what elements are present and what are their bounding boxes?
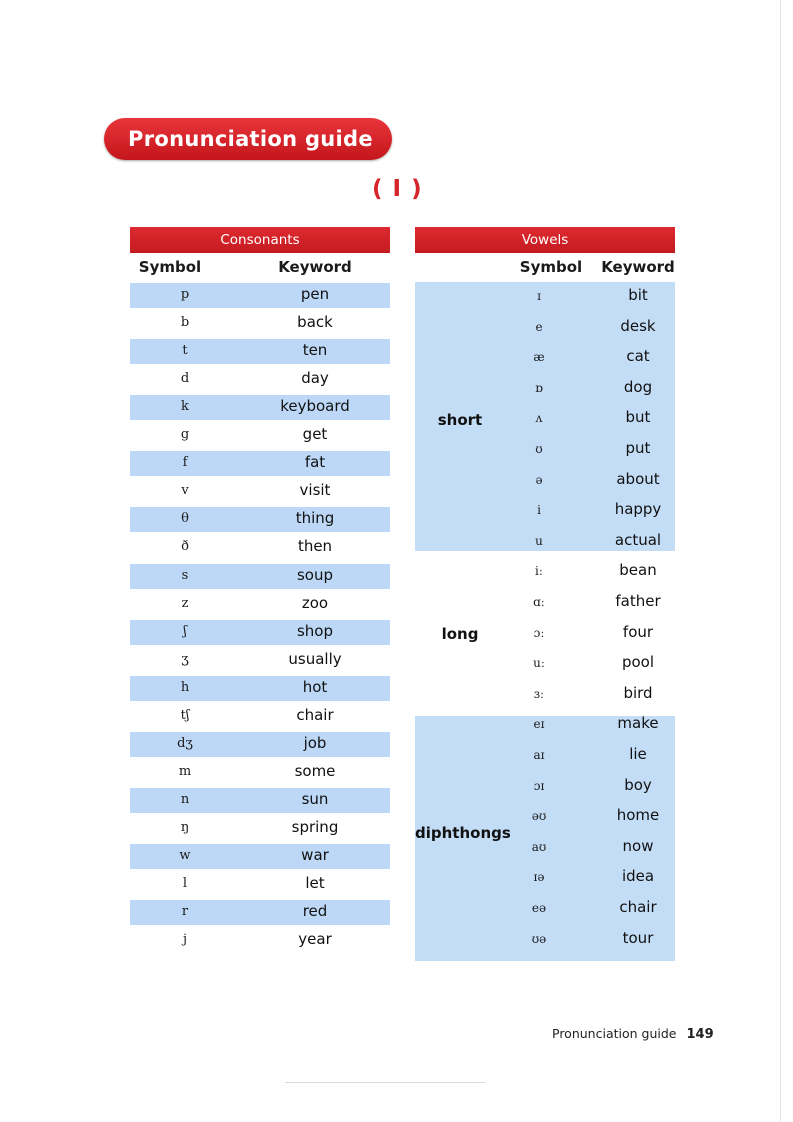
vowel-keyword: idea bbox=[621, 867, 655, 886]
consonant-keyword: red bbox=[302, 902, 328, 921]
title-banner bbox=[104, 118, 392, 160]
vowel-symbol: aʊ bbox=[531, 839, 547, 854]
consonant-keyword: pen bbox=[300, 285, 330, 303]
consonant-symbol: z bbox=[181, 595, 189, 611]
vowel-symbol: u bbox=[535, 533, 543, 548]
vowel-symbol: eə bbox=[531, 901, 547, 915]
vowel-keyword: bean bbox=[619, 561, 657, 580]
vowel-symbol: iː bbox=[535, 564, 543, 579]
consonant-symbol: s bbox=[181, 567, 189, 583]
consonant-keyword: thing bbox=[295, 509, 335, 528]
consonant-symbol: w bbox=[179, 848, 191, 863]
consonant-keyword: some bbox=[294, 761, 336, 780]
footer-label: Pronunciation guide bbox=[552, 1026, 677, 1041]
vowels-keyword-col: Keyword bbox=[601, 258, 675, 276]
vowel-keyword: desk bbox=[620, 316, 656, 335]
consonant-symbol: d bbox=[180, 371, 190, 387]
vowel-keyword: actual bbox=[614, 530, 662, 549]
consonant-symbol: p bbox=[180, 287, 190, 302]
vowel-keyword: home bbox=[616, 806, 660, 825]
vowel-keyword: boy bbox=[624, 775, 652, 794]
consonants-symbol-col: Symbol bbox=[138, 258, 202, 276]
consonant-keyword: then bbox=[297, 537, 333, 556]
vowel-symbol: e bbox=[535, 319, 543, 334]
consonant-keyword: fat bbox=[304, 453, 326, 472]
vowel-keyword: chair bbox=[619, 898, 657, 916]
consonant-keyword: back bbox=[297, 313, 333, 332]
vowel-symbol: ɜː bbox=[533, 686, 545, 701]
consonants-keyword-col: Keyword bbox=[278, 258, 352, 276]
consonant-symbol: f bbox=[182, 455, 188, 471]
consonant-keyword: visit bbox=[299, 481, 331, 500]
vowels-header: Vowels bbox=[415, 227, 675, 253]
vowel-keyword: bit bbox=[628, 286, 648, 304]
consonant-keyword: sun bbox=[301, 789, 329, 808]
vowel-symbol: əʊ bbox=[531, 809, 547, 824]
scan-line bbox=[285, 1082, 485, 1083]
vowel-keyword: lie bbox=[629, 745, 647, 763]
vowel-symbol: ʊ bbox=[535, 442, 543, 456]
vowel-keyword: make bbox=[617, 714, 659, 733]
vowel-symbol: ɔɪ bbox=[533, 778, 545, 793]
consonant-keyword: job bbox=[303, 733, 327, 752]
consonant-symbol: v bbox=[181, 483, 189, 499]
vowel-keyword: four bbox=[622, 622, 654, 641]
consonant-keyword: year bbox=[298, 930, 332, 949]
vowel-symbol: ɑː bbox=[533, 595, 545, 609]
unit-label: ( I ) bbox=[372, 176, 423, 202]
vowel-keyword: but bbox=[625, 408, 651, 427]
vowel-symbol: ʊə bbox=[531, 931, 547, 946]
page-footer bbox=[552, 1026, 714, 1042]
consonant-keyword: hot bbox=[302, 677, 328, 696]
vowel-keyword: bird bbox=[623, 683, 653, 702]
vowel-symbol: æ bbox=[533, 350, 545, 365]
consonant-symbol: θ bbox=[181, 511, 189, 527]
vowel-keyword: dog bbox=[623, 377, 653, 396]
consonant-symbol: dʒ bbox=[177, 735, 193, 751]
consonant-keyword: war bbox=[301, 846, 329, 864]
consonant-keyword: let bbox=[305, 874, 325, 893]
consonant-symbol: t bbox=[182, 343, 188, 359]
consonant-keyword: usually bbox=[288, 649, 342, 668]
vowels-symbol-col: Symbol bbox=[519, 258, 583, 276]
consonant-keyword: keyboard bbox=[280, 397, 350, 416]
consonant-keyword: shop bbox=[296, 621, 334, 640]
consonant-symbol: tʃ bbox=[180, 707, 190, 723]
vowel-symbol: ɪə bbox=[533, 870, 545, 885]
page-title: Pronunciation guide bbox=[128, 127, 373, 151]
consonant-keyword: chair bbox=[296, 705, 334, 724]
vowel-keyword: about bbox=[616, 469, 660, 488]
consonant-keyword: day bbox=[301, 369, 329, 388]
consonant-keyword: zoo bbox=[301, 593, 329, 612]
page-edge-line bbox=[780, 0, 781, 1122]
vowel-symbol: eɪ bbox=[533, 717, 545, 732]
vowel-keyword: put bbox=[625, 439, 651, 457]
consonants-header: Consonants bbox=[130, 227, 390, 253]
consonant-keyword: spring bbox=[291, 817, 339, 836]
consonant-symbol: r bbox=[181, 904, 189, 920]
vowel-symbol: uː bbox=[533, 656, 545, 671]
vowel-group-label: long bbox=[441, 624, 479, 643]
vowel-symbol: ʌ bbox=[535, 411, 543, 426]
vowel-symbol: ɒ bbox=[535, 380, 543, 395]
consonant-symbol: ð bbox=[181, 539, 189, 555]
vowel-keyword: father bbox=[615, 592, 661, 610]
vowel-symbol: aɪ bbox=[533, 748, 545, 762]
consonant-keyword: soup bbox=[296, 565, 334, 584]
vowel-keyword: now bbox=[622, 836, 654, 855]
consonant-keyword: get bbox=[302, 425, 328, 444]
consonant-symbol: b bbox=[180, 315, 190, 331]
consonant-symbol: m bbox=[178, 763, 192, 779]
consonant-symbol: g bbox=[180, 427, 190, 443]
consonant-symbol: h bbox=[180, 679, 190, 695]
vowel-group-label: diphthongs bbox=[415, 823, 511, 842]
consonant-symbol: n bbox=[180, 791, 190, 807]
vowel-keyword: cat bbox=[626, 347, 650, 366]
consonant-symbol: l bbox=[182, 876, 188, 892]
consonant-symbol: ŋ bbox=[180, 819, 190, 835]
consonant-symbol: k bbox=[181, 399, 189, 415]
vowel-symbol: ə bbox=[535, 472, 543, 487]
consonant-keyword: ten bbox=[302, 341, 328, 360]
consonant-symbol: ʃ bbox=[183, 623, 187, 639]
vowel-symbol: ɪ bbox=[537, 289, 541, 303]
vowel-keyword: pool bbox=[621, 653, 655, 672]
consonant-symbol: j bbox=[182, 932, 188, 948]
consonant-symbol: ʒ bbox=[181, 651, 189, 667]
vowel-symbol: i bbox=[537, 503, 541, 518]
vowel-keyword: happy bbox=[614, 500, 662, 519]
vowel-group-label: short bbox=[437, 410, 483, 429]
page-number: 149 bbox=[686, 1027, 714, 1042]
vowel-keyword: tour bbox=[622, 928, 654, 947]
vowel-symbol: ɔː bbox=[533, 625, 545, 640]
